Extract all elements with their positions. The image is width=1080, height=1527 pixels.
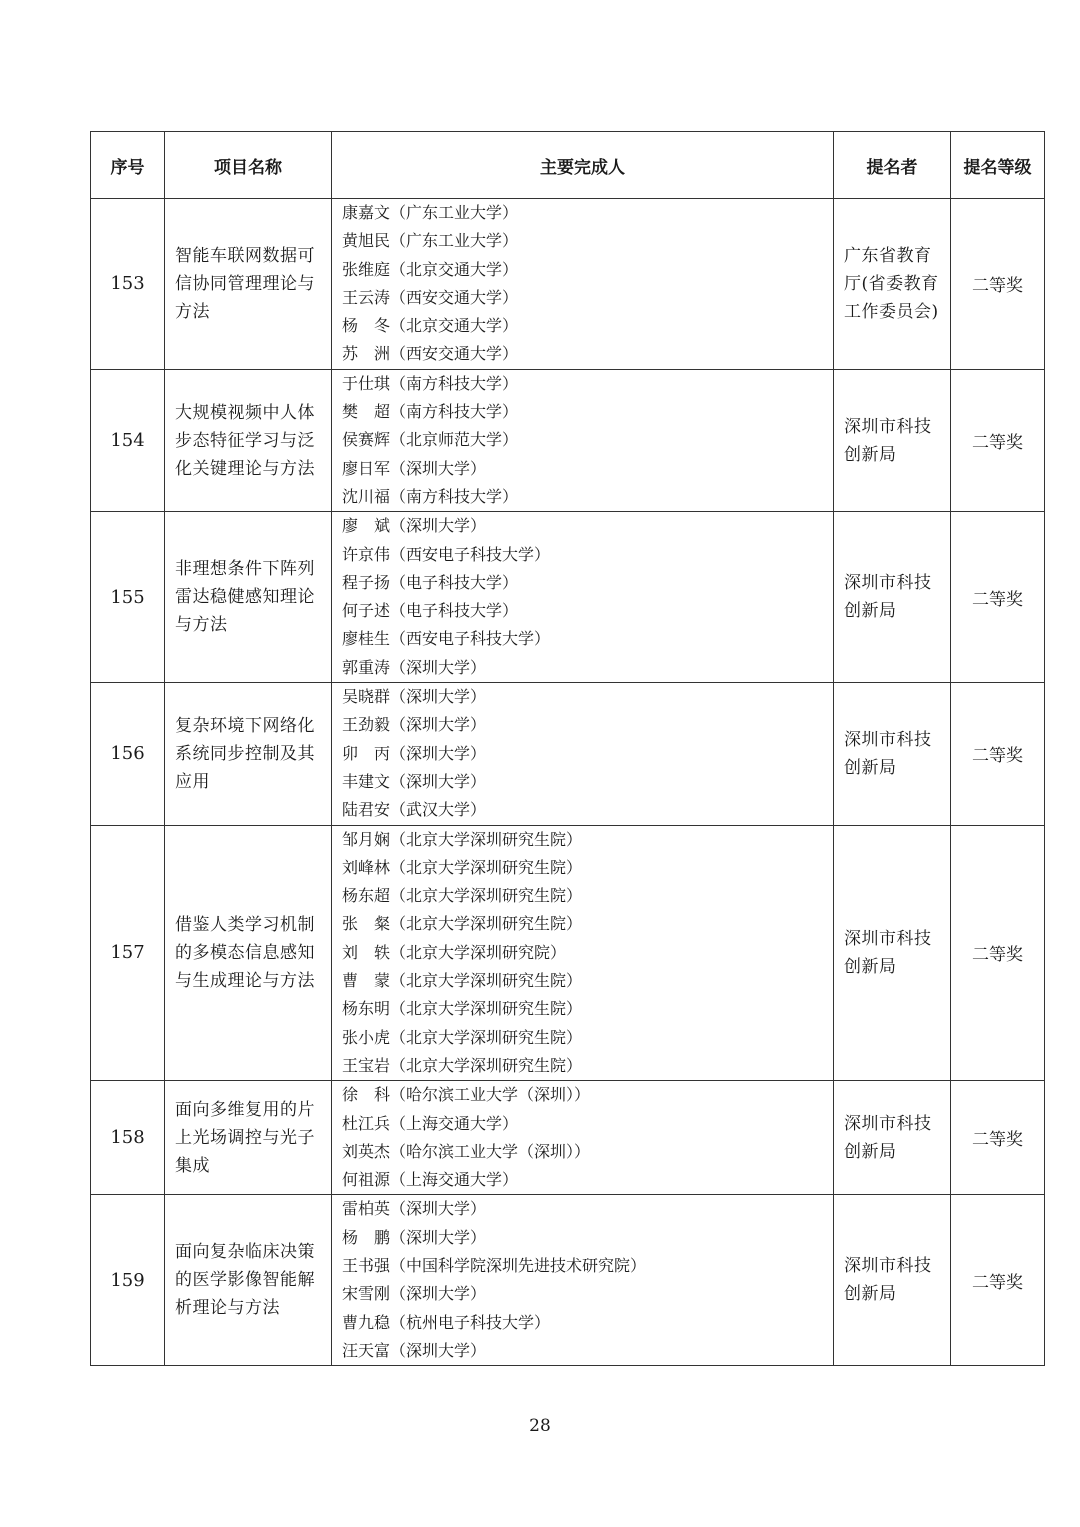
main-completers-line: 雷柏英（深圳大学） [342,1199,487,1219]
main-completers-line: 宋雪刚（深圳大学） [342,1284,487,1304]
project-name [165,369,332,511]
header-project: 项目名称 [165,132,332,199]
nominator [834,1195,951,1366]
nominator-line: 深圳市科技 [844,729,932,750]
nominator-line: 深圳市科技 [844,416,932,437]
project-name [165,1081,332,1195]
header-completers: 主要完成人 [332,132,834,199]
main-completers-line: 汪天富（深圳大学） [342,1340,487,1360]
project-name-line: 上光场调控与光子 [175,1127,315,1148]
header-row [91,132,1045,199]
main-completers-line: 程子扬（电子科技大学） [342,572,519,592]
table-row [91,369,1045,511]
main-completers-line: 廖日军（深圳大学） [342,458,487,478]
main-completers-line: 王云涛（西安交通大学） [342,287,519,307]
table-row [91,1195,1045,1366]
main-completers-line: 刘峰林（北京大学深圳研究生院） [342,857,583,877]
awards-table [90,131,1045,1366]
main-completers-line: 丰建文（深圳大学） [342,771,487,791]
project-name-line: 大规模视频中人体 [175,402,315,423]
nominator [834,683,951,825]
main-completers-line: 卯 丙（深圳大学） [342,743,487,763]
main-completers-line: 曹九稳（杭州电子科技大学） [342,1312,551,1332]
main-completers-line: 邹月娴（北京大学深圳研究生院） [342,829,583,849]
main-completers-line: 廖桂生（西安电子科技大学） [342,629,551,649]
main-completers-line: 廖 斌（深圳大学） [342,516,487,536]
main-completers-line: 郭重涛（深圳大学） [342,657,487,677]
main-completers-line: 杨东超（北京大学深圳研究生院） [342,886,583,906]
project-name-line: 非理想条件下阵列 [175,559,315,580]
main-completers [332,1081,834,1195]
project-name-line: 应用 [175,771,210,792]
main-completers-line: 王书强（中国科学院深圳先进技术研究院） [342,1255,647,1275]
project-name [165,512,332,683]
nominator [834,512,951,683]
nominator [834,825,951,1081]
main-completers-line: 杨 鹏（深圳大学） [342,1227,487,1247]
project-name-line: 方法 [175,301,210,322]
nominator-line: 工作委员会) [844,301,939,322]
row-number: 159 [91,1195,165,1366]
nominator-line: 创新局 [844,1141,897,1162]
nominator-line: 深圳市科技 [844,1256,932,1277]
main-completers-line: 杜江兵（上海交通大学） [342,1113,519,1133]
header-no: 序号 [91,132,165,199]
project-name-line: 智能车联网数据可 [175,245,315,266]
row-number: 155 [91,512,165,683]
project-name-line: 系统同步控制及其 [175,743,315,764]
project-name-line: 复杂环境下网络化 [175,715,315,736]
nomination-level: 二等奖 [951,369,1045,511]
main-completers-line: 何祖源（上海交通大学） [342,1170,519,1190]
table-row [91,512,1045,683]
project-name-line: 面向多维复用的片 [175,1099,315,1120]
table-row [91,199,1045,370]
main-completers-line: 张维庭（北京交通大学） [342,259,519,279]
project-name [165,1195,332,1366]
project-name [165,683,332,825]
nominator-line: 广东省教育 [844,245,932,266]
main-completers-line: 陆君安（武汉大学） [342,800,487,820]
nominator [834,199,951,370]
main-completers-line: 苏 洲（西安交通大学） [342,344,519,364]
nominator [834,1081,951,1195]
nominator-line: 深圳市科技 [844,1113,932,1134]
main-completers-line: 吴晓群（深圳大学） [342,687,487,707]
nominator [834,369,951,511]
row-number: 154 [91,369,165,511]
project-name-line: 析理论与方法 [175,1298,280,1319]
project-name [165,199,332,370]
row-number: 158 [91,1081,165,1195]
nominator-line: 创新局 [844,956,897,977]
project-name-line: 借鉴人类学习机制 [175,914,315,935]
main-completers [332,683,834,825]
main-completers [332,369,834,511]
project-name-line: 的多模态信息感知 [175,942,315,963]
main-completers-line: 康嘉文（广东工业大学） [342,203,519,222]
main-completers-line: 何子述（电子科技大学） [342,601,519,621]
table-body [91,199,1045,1366]
main-completers-line: 樊 超（南方科技大学） [342,402,519,422]
main-completers-line: 张 粲（北京大学深圳研究生院） [342,914,583,934]
project-name-line: 与生成理论与方法 [175,970,315,991]
project-name-line: 与方法 [175,615,228,636]
nominator-line: 深圳市科技 [844,928,932,949]
main-completers-line: 王劲毅（深圳大学） [342,715,487,735]
main-completers-line: 杨 冬（北京交通大学） [342,316,519,336]
project-name-line: 雷达稳健感知理论 [175,587,315,608]
nominator-line: 创新局 [844,757,897,778]
nomination-level: 二等奖 [951,1195,1045,1366]
main-completers-line: 沈川福（南方科技大学） [342,486,519,506]
main-completers-line: 许京伟（西安电子科技大学） [342,544,551,564]
main-completers [332,512,834,683]
main-completers-line: 侯赛辉（北京师范大学） [342,430,519,450]
header-level: 提名等级 [951,132,1045,199]
row-number: 156 [91,683,165,825]
nominator-line: 创新局 [844,601,897,622]
main-completers-line: 刘 轶（北京大学深圳研究院） [342,942,567,962]
nominator-line: 创新局 [844,444,897,465]
row-number: 157 [91,825,165,1081]
nominator-line: 厅(省委教育 [844,273,939,294]
nomination-level: 二等奖 [951,512,1045,683]
main-completers-line: 徐 科（哈尔滨工业大学（深圳）） [342,1085,591,1105]
page-number: 28 [529,1416,551,1436]
nomination-level: 二等奖 [951,825,1045,1081]
nomination-level: 二等奖 [951,683,1045,825]
main-completers-line: 于仕琪（南方科技大学） [342,373,519,393]
main-completers-line: 刘英杰（哈尔滨工业大学（深圳）） [342,1141,591,1161]
main-completers-line: 王宝岩（北京大学深圳研究生院） [342,1055,583,1075]
row-number: 153 [91,199,165,370]
main-completers-line: 曹 蒙（北京大学深圳研究生院） [342,971,583,991]
main-completers-line: 杨东明（北京大学深圳研究生院） [342,999,583,1019]
project-name-line: 集成 [175,1155,210,1176]
project-name-line: 的医学影像智能解 [175,1270,315,1291]
header-nominator: 提名者 [834,132,951,199]
nominator-line: 创新局 [844,1284,897,1305]
main-completers-line: 张小虎（北京大学深圳研究生院） [342,1027,583,1047]
main-completers [332,825,834,1081]
nomination-level: 二等奖 [951,1081,1045,1195]
table-row [91,825,1045,1081]
nominator-line: 深圳市科技 [844,573,932,594]
main-completers [332,1195,834,1366]
table-row [91,683,1045,825]
project-name-line: 化关键理论与方法 [175,458,315,479]
project-name [165,825,332,1081]
project-name-line: 步态特征学习与泛 [175,430,315,451]
project-name-line: 信协同管理理论与 [175,273,315,294]
nomination-level: 二等奖 [951,199,1045,370]
main-completers-line: 黄旭民（广东工业大学） [342,231,519,251]
table-row [91,1081,1045,1195]
project-name-line: 面向复杂临床决策 [175,1242,315,1263]
main-completers [332,199,834,370]
